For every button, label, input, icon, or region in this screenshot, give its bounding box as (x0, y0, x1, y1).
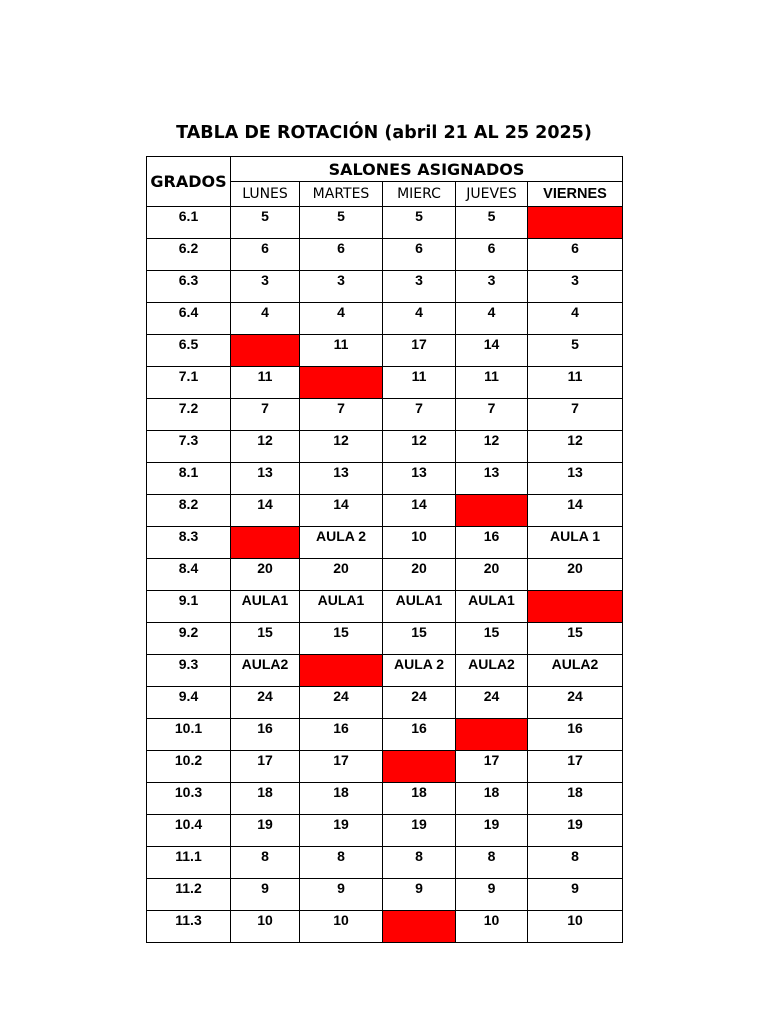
room-cell: 17 (383, 335, 456, 367)
room-cell: 8 (456, 847, 528, 879)
room-cell: 20 (231, 559, 300, 591)
room-cell: 10 (300, 911, 383, 943)
unassigned-cell (300, 655, 383, 687)
room-cell: 15 (456, 623, 528, 655)
room-cell: 9 (300, 879, 383, 911)
room-cell: 13 (300, 463, 383, 495)
room-cell: 24 (231, 687, 300, 719)
table-row (147, 527, 623, 559)
room-cell: 19 (528, 815, 623, 847)
room-cell: 8 (300, 847, 383, 879)
room-cell: 14 (528, 495, 623, 527)
room-cell: AULA 2 (300, 527, 383, 559)
room-cell: 18 (231, 783, 300, 815)
room-cell: 14 (456, 335, 528, 367)
room-cell: AULA2 (456, 655, 528, 687)
room-cell: 9 (528, 879, 623, 911)
page-title: TABLA DE ROTACIÓN (abril 21 AL 25 2025) (176, 123, 592, 143)
room-cell: 7 (300, 399, 383, 431)
grade-cell: 10.3 (147, 783, 231, 815)
room-cell: 24 (528, 687, 623, 719)
room-cell: 12 (528, 431, 623, 463)
table-row (147, 335, 623, 367)
table-row (147, 687, 623, 719)
room-cell: 24 (300, 687, 383, 719)
room-cell: 8 (383, 847, 456, 879)
grade-cell: 10.4 (147, 815, 231, 847)
room-cell: 11 (456, 367, 528, 399)
unassigned-cell (300, 367, 383, 399)
header-day-jueves: JUEVES (456, 182, 528, 207)
room-cell: 20 (300, 559, 383, 591)
table-body (147, 207, 623, 943)
room-cell: 15 (300, 623, 383, 655)
table-row (147, 431, 623, 463)
table-row (147, 271, 623, 303)
grade-cell: 6.2 (147, 239, 231, 271)
room-cell: 7 (383, 399, 456, 431)
room-cell: 17 (300, 751, 383, 783)
table-row (147, 655, 623, 687)
table-row (147, 207, 623, 239)
table-row (147, 911, 623, 943)
room-cell: 5 (456, 207, 528, 239)
grade-cell: 8.2 (147, 495, 231, 527)
room-cell: 16 (528, 719, 623, 751)
grade-cell: 9.4 (147, 687, 231, 719)
grade-cell: 11.2 (147, 879, 231, 911)
room-cell: 20 (528, 559, 623, 591)
table-row (147, 815, 623, 847)
room-cell: 20 (383, 559, 456, 591)
table-row (147, 591, 623, 623)
header-salones-asignados: SALONES ASIGNADOS (231, 157, 623, 182)
room-cell: 17 (456, 751, 528, 783)
room-cell: 5 (383, 207, 456, 239)
room-cell: 19 (456, 815, 528, 847)
room-cell: 5 (528, 335, 623, 367)
room-cell: 11 (300, 335, 383, 367)
room-cell: 13 (456, 463, 528, 495)
room-cell: 17 (231, 751, 300, 783)
unassigned-cell (383, 751, 456, 783)
room-cell: 19 (383, 815, 456, 847)
room-cell: 19 (231, 815, 300, 847)
room-cell: 11 (231, 367, 300, 399)
unassigned-cell (383, 911, 456, 943)
room-cell: 4 (383, 303, 456, 335)
room-cell: 16 (456, 527, 528, 559)
room-cell: 3 (300, 271, 383, 303)
table-row (147, 495, 623, 527)
unassigned-cell (456, 495, 528, 527)
grade-cell: 8.4 (147, 559, 231, 591)
table-row (147, 879, 623, 911)
room-cell: 3 (383, 271, 456, 303)
room-cell: 12 (300, 431, 383, 463)
room-cell: 3 (231, 271, 300, 303)
room-cell: 4 (456, 303, 528, 335)
room-cell: 16 (231, 719, 300, 751)
grade-cell: 6.4 (147, 303, 231, 335)
room-cell: AULA2 (528, 655, 623, 687)
unassigned-cell (528, 207, 623, 239)
room-cell: 6 (231, 239, 300, 271)
room-cell: AULA2 (231, 655, 300, 687)
room-cell: 4 (300, 303, 383, 335)
table-row (147, 719, 623, 751)
room-cell: 7 (456, 399, 528, 431)
grade-cell: 11.3 (147, 911, 231, 943)
room-cell: 18 (528, 783, 623, 815)
room-cell: 10 (383, 527, 456, 559)
header-day-mierc: MIERC (383, 182, 456, 207)
room-cell: 19 (300, 815, 383, 847)
grade-cell: 7.3 (147, 431, 231, 463)
room-cell: 9 (383, 879, 456, 911)
grade-cell: 9.3 (147, 655, 231, 687)
room-cell: 3 (456, 271, 528, 303)
grade-cell: 7.2 (147, 399, 231, 431)
table-row (147, 559, 623, 591)
room-cell: 16 (300, 719, 383, 751)
room-cell: 20 (456, 559, 528, 591)
room-cell: 15 (528, 623, 623, 655)
room-cell: 15 (231, 623, 300, 655)
room-cell: AULA 2 (383, 655, 456, 687)
room-cell: 13 (231, 463, 300, 495)
room-cell: 11 (528, 367, 623, 399)
room-cell: 6 (528, 239, 623, 271)
room-cell: 10 (231, 911, 300, 943)
room-cell: 5 (231, 207, 300, 239)
room-cell: 10 (528, 911, 623, 943)
room-cell: 18 (383, 783, 456, 815)
header-day-martes: MARTES (300, 182, 383, 207)
room-cell: 12 (231, 431, 300, 463)
grade-cell: 6.1 (147, 207, 231, 239)
table-row (147, 847, 623, 879)
room-cell: 18 (456, 783, 528, 815)
grade-cell: 10.2 (147, 751, 231, 783)
grade-cell: 7.1 (147, 367, 231, 399)
grade-cell: 11.1 (147, 847, 231, 879)
table-row (147, 623, 623, 655)
room-cell: 4 (528, 303, 623, 335)
table-row (147, 399, 623, 431)
room-cell: 9 (231, 879, 300, 911)
grade-cell: 10.1 (147, 719, 231, 751)
grade-cell: 6.5 (147, 335, 231, 367)
room-cell: 13 (383, 463, 456, 495)
room-cell: 6 (383, 239, 456, 271)
header-day-lunes: LUNES (231, 182, 300, 207)
room-cell: 5 (300, 207, 383, 239)
grade-cell: 6.3 (147, 271, 231, 303)
header-day-viernes: VIERNES (528, 182, 623, 207)
room-cell: 18 (300, 783, 383, 815)
room-cell: 8 (528, 847, 623, 879)
room-cell: 4 (231, 303, 300, 335)
room-cell: 7 (231, 399, 300, 431)
unassigned-cell (231, 335, 300, 367)
grade-cell: 8.3 (147, 527, 231, 559)
table-row (147, 367, 623, 399)
room-cell: 14 (300, 495, 383, 527)
table-row (147, 239, 623, 271)
unassigned-cell (456, 719, 528, 751)
room-cell: 14 (231, 495, 300, 527)
room-cell: 3 (528, 271, 623, 303)
room-cell: 11 (383, 367, 456, 399)
unassigned-cell (231, 527, 300, 559)
room-cell: 24 (456, 687, 528, 719)
room-cell: 9 (456, 879, 528, 911)
grade-cell: 8.1 (147, 463, 231, 495)
room-cell: 24 (383, 687, 456, 719)
room-cell: AULA1 (300, 591, 383, 623)
table-row (147, 751, 623, 783)
room-cell: 12 (383, 431, 456, 463)
room-cell: AULA 1 (528, 527, 623, 559)
table-row (147, 303, 623, 335)
room-cell: 15 (383, 623, 456, 655)
unassigned-cell (528, 591, 623, 623)
room-cell: 17 (528, 751, 623, 783)
room-cell: 6 (456, 239, 528, 271)
grade-cell: 9.1 (147, 591, 231, 623)
room-cell: 8 (231, 847, 300, 879)
table-row (147, 463, 623, 495)
room-cell: 6 (300, 239, 383, 271)
room-cell: 13 (528, 463, 623, 495)
room-cell: AULA1 (383, 591, 456, 623)
room-cell: 14 (383, 495, 456, 527)
header-grados: GRADOS (147, 157, 231, 207)
room-cell: AULA1 (231, 591, 300, 623)
room-cell: 10 (456, 911, 528, 943)
room-cell: AULA1 (456, 591, 528, 623)
rotation-table (146, 156, 623, 943)
room-cell: 16 (383, 719, 456, 751)
room-cell: 7 (528, 399, 623, 431)
grade-cell: 9.2 (147, 623, 231, 655)
room-cell: 12 (456, 431, 528, 463)
table-row (147, 783, 623, 815)
